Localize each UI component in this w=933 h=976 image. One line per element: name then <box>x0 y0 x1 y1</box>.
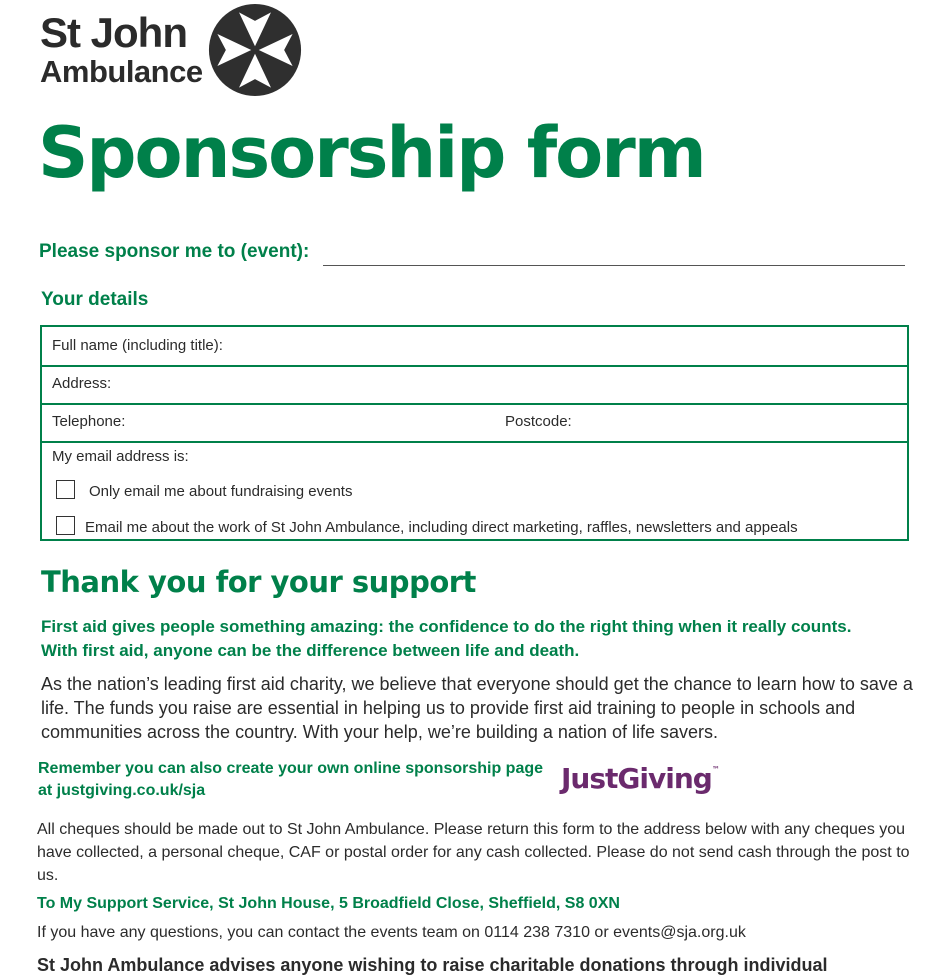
justgiving-wordmark: JustGiving <box>561 762 712 795</box>
event-label: Please sponsor me to (event): <box>39 241 310 262</box>
event-input-line[interactable] <box>323 265 905 266</box>
contact-text: If you have any questions, you can contact the events team on 0114 238 7310 or events@sja.org.uk <box>37 924 746 941</box>
lead-line-2: With first aid, anyone can be the difference between life and death. <box>41 641 580 660</box>
page-title: Sponsorship form <box>38 112 705 194</box>
address-label: Address: <box>52 375 112 392</box>
online-line-1: Remember you can also create your own online sponsorship page <box>38 760 544 777</box>
online-sponsorship-text <box>38 758 578 802</box>
logo-line-1: St John <box>40 9 187 56</box>
telephone-label: Telephone: <box>52 413 126 430</box>
maltese-cross-icon <box>208 3 302 97</box>
lead-text <box>41 615 921 663</box>
telephone-postcode-row[interactable] <box>42 403 907 443</box>
fundraising-email-label: Only email me about fundraising events <box>89 483 353 500</box>
return-address: To My Support Service, St John House, 5 Broadfield Close, Sheffield, S8 0XN <box>37 895 620 912</box>
thanks-heading: Thank you for your support <box>41 565 476 599</box>
postcode-label: Postcode: <box>505 413 572 430</box>
trademark-symbol: ™ <box>711 765 720 774</box>
fundraising-email-checkbox[interactable] <box>56 480 75 499</box>
logo-wordmark <box>40 9 203 89</box>
full-name-label: Full name (including title): <box>52 337 223 354</box>
marketing-email-label: Email me about the work of St John Ambulance, including direct marketing, raffles, newsletters and appeals <box>85 519 798 536</box>
address-field[interactable] <box>42 365 907 405</box>
lead-line-1: First aid gives people something amazing: the confidence to do the right thing when it really counts. <box>41 617 852 636</box>
cheques-paragraph: All cheques should be made out to St John Ambulance. Please return this form to the address below with any cheques you have collected, a personal cheque, CAF or postal order for any cash collected. Please do not send cash through the post to us. <box>37 821 910 884</box>
logo-line-2: Ambulance <box>40 54 203 89</box>
your-details-heading: Your details <box>41 289 149 310</box>
details-form <box>40 325 909 541</box>
email-label: My email address is: <box>52 448 189 465</box>
justgiving-logo <box>561 762 720 795</box>
full-name-field[interactable] <box>42 327 907 367</box>
body-paragraph: As the nation’s leading first aid charity, we believe that everyone should get the chance to learn how to save a life. The funds you raise are essential in helping us to provide first aid training to people in schools and communities across the country. With your help, we’re building a nation of life savers. <box>41 674 913 742</box>
online-line-2: at justgiving.co.uk/sja <box>38 782 206 799</box>
advice-text: St John Ambulance advises anyone wishing to raise charitable donations through individual <box>37 955 828 975</box>
marketing-email-checkbox[interactable] <box>56 516 75 535</box>
